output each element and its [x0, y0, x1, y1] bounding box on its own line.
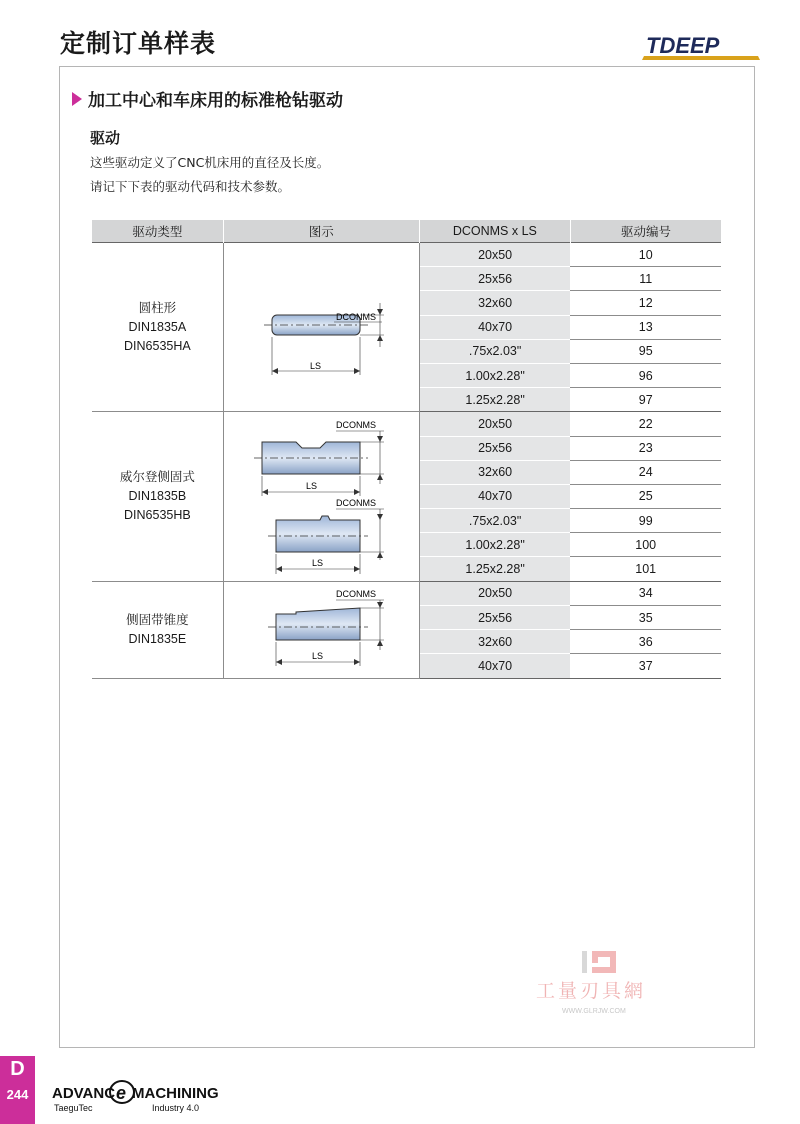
- size-cell: 20x50: [419, 412, 570, 436]
- table-header-row: [92, 220, 721, 243]
- code-cell: 10: [570, 243, 721, 267]
- code-cell: 25: [570, 484, 721, 508]
- dconms-label: DCONMS: [335, 312, 376, 322]
- code-cell: 11: [570, 267, 721, 291]
- drive-spec-table: [92, 220, 721, 679]
- ls-label: LS: [311, 558, 323, 569]
- code-cell: 95: [570, 339, 721, 363]
- chapter-letter: D: [10, 1058, 25, 1080]
- watermark-url: WWW.GLRJW.COM: [562, 1008, 626, 1015]
- header-size: DCONMS x LS: [419, 220, 570, 243]
- watermark-logo-icon: [592, 951, 616, 973]
- brand-left: ADVANC: [52, 1085, 116, 1102]
- code-cell: 101: [570, 557, 721, 581]
- code-cell: 37: [570, 654, 721, 678]
- size-cell: 20x50: [419, 243, 570, 267]
- header-drive-code: 驱动编号: [570, 220, 721, 243]
- table-row: [92, 412, 721, 436]
- ls-label: LS: [305, 481, 317, 492]
- code-cell: 35: [570, 605, 721, 629]
- drive-type-cell: [92, 581, 223, 678]
- size-cell: 20x50: [419, 581, 570, 605]
- size-cell: .75x2.03": [419, 339, 570, 363]
- size-cell: .75x2.03": [419, 509, 570, 533]
- code-cell: 22: [570, 412, 721, 436]
- ls-label: LS: [309, 361, 321, 371]
- description-line-1: 这些驱动定义了CNC机床用的直径及长度。: [90, 155, 330, 170]
- type-line: 侧固带锥度: [126, 612, 189, 627]
- page-number: 244: [6, 1087, 29, 1102]
- type-line: 圆柱形: [138, 300, 177, 315]
- chapter-tab: [0, 1056, 35, 1124]
- code-cell: 13: [570, 315, 721, 339]
- description-line-2: 请记下下表的驱动代码和技术参数。: [90, 179, 291, 194]
- code-cell: 97: [570, 388, 721, 412]
- code-cell: 34: [570, 581, 721, 605]
- figure-cell: [223, 581, 419, 678]
- code-cell: 24: [570, 460, 721, 484]
- section-heading: [72, 86, 343, 111]
- size-cell: 32x60: [419, 630, 570, 654]
- tagline: Industry 4.0: [152, 1103, 200, 1113]
- code-cell: 12: [570, 291, 721, 315]
- watermark-text: 工量刃具網: [536, 980, 647, 1002]
- header-drive-type: 驱动类型: [92, 220, 223, 243]
- size-cell: 1.25x2.28": [419, 388, 570, 412]
- table-row: [92, 581, 721, 605]
- header-figure: 图示: [223, 220, 419, 243]
- code-cell: 96: [570, 363, 721, 387]
- type-line: 威尔登侧固式: [119, 469, 195, 484]
- figure-cell: [223, 243, 419, 412]
- size-cell: 1.00x2.28": [419, 533, 570, 557]
- type-line: DIN1835B: [128, 488, 187, 503]
- type-line: DIN1835E: [128, 631, 187, 646]
- company-name: TaeguTec: [54, 1103, 93, 1113]
- size-cell: 40x70: [419, 654, 570, 678]
- size-cell: 40x70: [419, 484, 570, 508]
- sub-heading: 驱动: [90, 129, 121, 147]
- code-cell: 23: [570, 436, 721, 460]
- brand-e: e: [116, 1083, 127, 1103]
- ls-label: LS: [311, 650, 323, 661]
- size-cell: 32x60: [419, 460, 570, 484]
- dconms-label: DCONMS: [335, 498, 376, 509]
- size-cell: 1.00x2.28": [419, 363, 570, 387]
- page-title: 定制订单样表: [60, 29, 217, 58]
- size-cell: 1.25x2.28": [419, 557, 570, 581]
- advance-machining-logo: [52, 1080, 232, 1114]
- figure-cell: [223, 412, 419, 581]
- size-cell: 32x60: [419, 291, 570, 315]
- tdeep-logo: [640, 30, 760, 62]
- cylindrical-shank-diagram: [224, 243, 419, 406]
- code-cell: 99: [570, 509, 721, 533]
- size-cell: 25x56: [419, 267, 570, 291]
- type-line: DIN6535HA: [124, 338, 191, 353]
- watermark: [530, 945, 680, 1020]
- code-cell: 100: [570, 533, 721, 557]
- table-row: [92, 243, 721, 267]
- brand-right: MACHINING: [132, 1085, 219, 1102]
- size-cell: 25x56: [419, 436, 570, 460]
- type-line: DIN1835A: [128, 319, 187, 334]
- weldon-shank-diagram: [224, 412, 419, 575]
- drive-type-cell: [92, 243, 223, 412]
- type-line: DIN6535HB: [124, 507, 191, 522]
- dconms-label: DCONMS: [335, 420, 376, 431]
- tapered-flat-shank-diagram: [224, 582, 419, 675]
- watermark-logo-icon: [582, 951, 587, 973]
- brand-text: TDEEP: [646, 33, 720, 58]
- size-cell: 25x56: [419, 605, 570, 629]
- dconms-label: DCONMS: [335, 588, 376, 599]
- section-heading-text: 加工中心和车床用的标准枪钻驱动: [88, 91, 343, 111]
- drive-type-cell: [92, 412, 223, 581]
- size-cell: 40x70: [419, 315, 570, 339]
- code-cell: 36: [570, 630, 721, 654]
- triangle-bullet-icon: [72, 92, 82, 106]
